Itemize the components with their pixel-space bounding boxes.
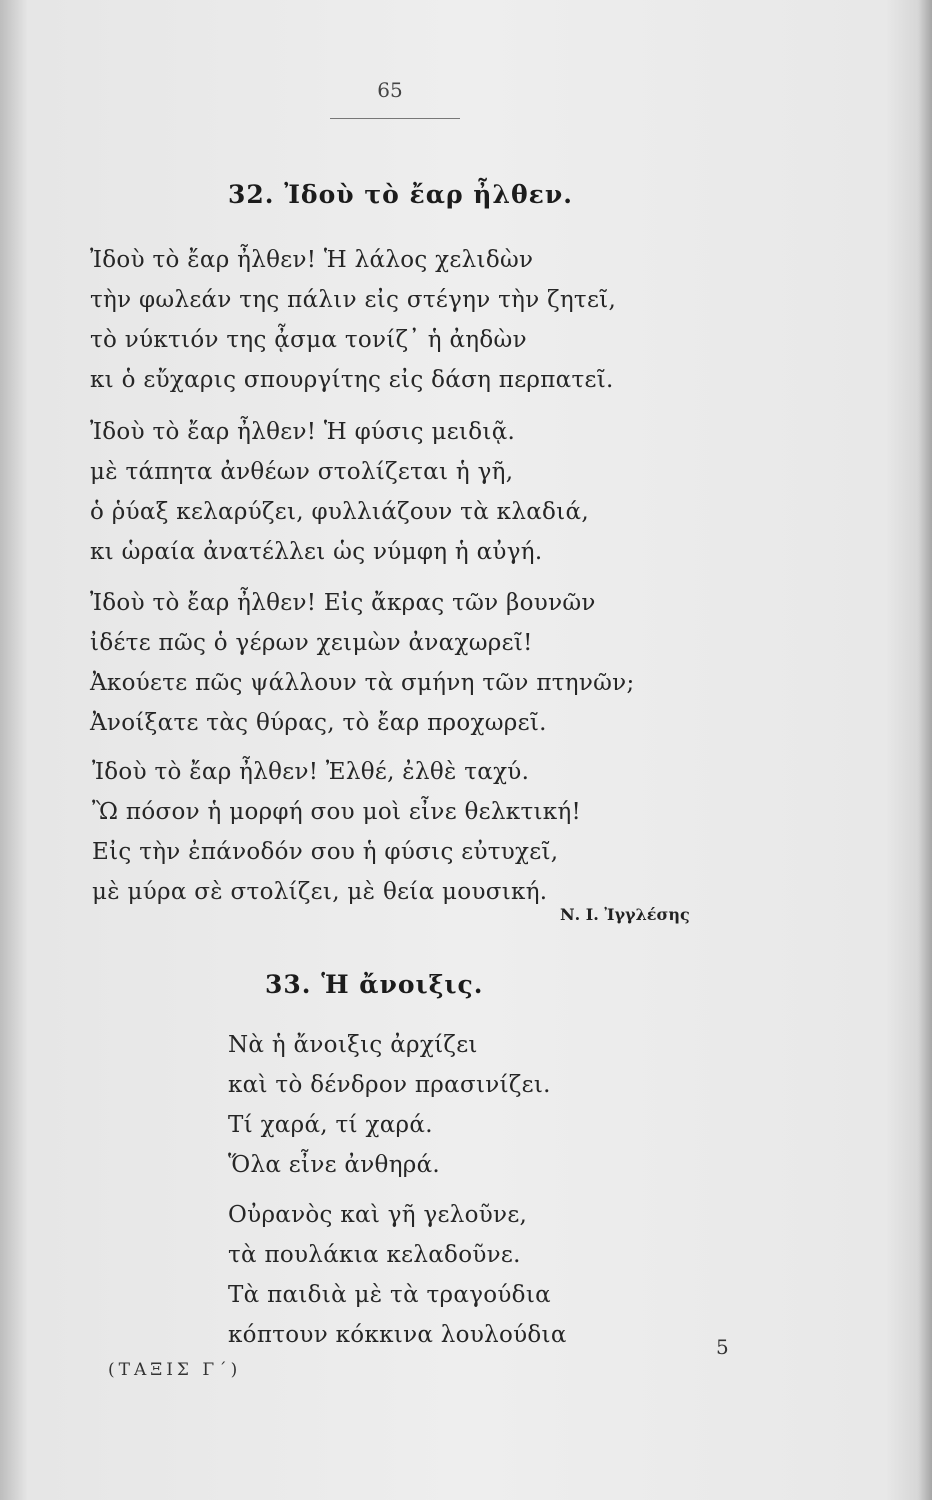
printer-signature: (ΤΑΞΙΣ Γ΄) — [108, 1360, 242, 1380]
poem-line: καὶ τὸ δένδρον πρασινίζει. — [228, 1072, 551, 1098]
poem-2-stanza-1 — [228, 1025, 551, 1185]
poem-line: Ὅλα εἶνε ἀνθηρά. — [228, 1152, 441, 1178]
poem-line: Εἰς τὴν ἐπάνοδόν σου ἡ φύσις εὐτυχεῖ, — [92, 839, 559, 865]
poem-line: Ἰδοὺ τὸ ἔαρ ἦλθεν! Εἰς ἄκρας τῶν βουνῶν — [90, 590, 596, 616]
poem-line: Ἰδοὺ τὸ ἔαρ ἦλθεν! Ἡ φύσις μειδιᾷ. — [90, 419, 516, 445]
page-number: 65 — [377, 78, 403, 102]
poem-line: μὲ τάπητα ἀνθέων στολίζεται ἡ γῆ, — [90, 459, 514, 485]
sheet-number: 5 — [716, 1335, 729, 1359]
poem-1-stanza-2 — [90, 412, 589, 572]
poem-1-stanza-3 — [90, 583, 635, 743]
poem-1-stanza-1 — [90, 240, 616, 400]
poem-line: τὸ νύκτιόν της ᾆσμα τονίζ᾽ ἡ ἀηδὼν — [90, 327, 527, 353]
poem-line: ἰδέτε πῶς ὁ γέρων χειμὼν ἀναχωρεῖ! — [90, 630, 533, 656]
poem-line: Ἀκούετε πῶς ψάλλουν τὰ σμήνη τῶν πτηνῶν; — [90, 670, 635, 696]
poem-line: μὲ μύρα σὲ στολίζει, μὲ θεία μουσική. — [92, 879, 548, 905]
poem-line: ὁ ῥύαξ κελαρύζει, φυλλιάζουν τὰ κλαδιά, — [90, 499, 589, 525]
poem-2-stanza-2 — [228, 1195, 567, 1355]
page-edge-shadow — [918, 0, 932, 1500]
poem-line: Τί χαρά, τί χαρά. — [228, 1112, 433, 1138]
poem-line: Ἰδοὺ τὸ ἔαρ ἦλθεν! Ἡ λάλος χελιδὼν — [90, 247, 534, 273]
header-rule — [330, 118, 460, 119]
poem-line: κι ὁ εὔχαρις σπουργίτης εἰς δάση περπατεῖ. — [90, 367, 614, 393]
poem-line: Νὰ ἡ ἄνοιξις ἀρχίζει — [228, 1032, 478, 1058]
poem-line: τὰ πουλάκια κελαδοῦνε. — [228, 1242, 521, 1268]
poem-line: κι ὡραία ἀνατέλλει ὡς νύμφη ἡ αὐγή. — [90, 539, 543, 565]
poem-line: τὴν φωλεάν της πάλιν εἰς στέγην τὴν ζητεῖ, — [90, 287, 617, 313]
poem-line: κόπτουν κόκκινα λουλούδια — [228, 1322, 567, 1348]
poem-line: Ὢ πόσον ἡ μορφή σου μοὶ εἶνε θελκτική! — [92, 799, 582, 825]
poem-2-title: 33. Ἡ ἄνοιξις. — [265, 970, 484, 999]
poem-line: Οὐρανὸς καὶ γῆ γελοῦνε, — [228, 1202, 528, 1228]
poem-line: Ἰδοὺ τὸ ἔαρ ἦλθεν! Ἐλθέ, ἐλθὲ ταχύ. — [92, 759, 530, 785]
poem-1-stanza-4 — [92, 752, 581, 912]
poem-line: Ἀνοίξατε τὰς θύρας, τὸ ἔαρ προχωρεῖ. — [90, 710, 547, 736]
poem-1-title: 32. Ἰδοὺ τὸ ἔαρ ἦλθεν. — [228, 180, 573, 209]
poem-line: Τὰ παιδιὰ μὲ τὰ τραγούδια — [228, 1282, 551, 1308]
poem-1-author: Ν. Ι. Ἰγγλέσης — [560, 905, 690, 924]
